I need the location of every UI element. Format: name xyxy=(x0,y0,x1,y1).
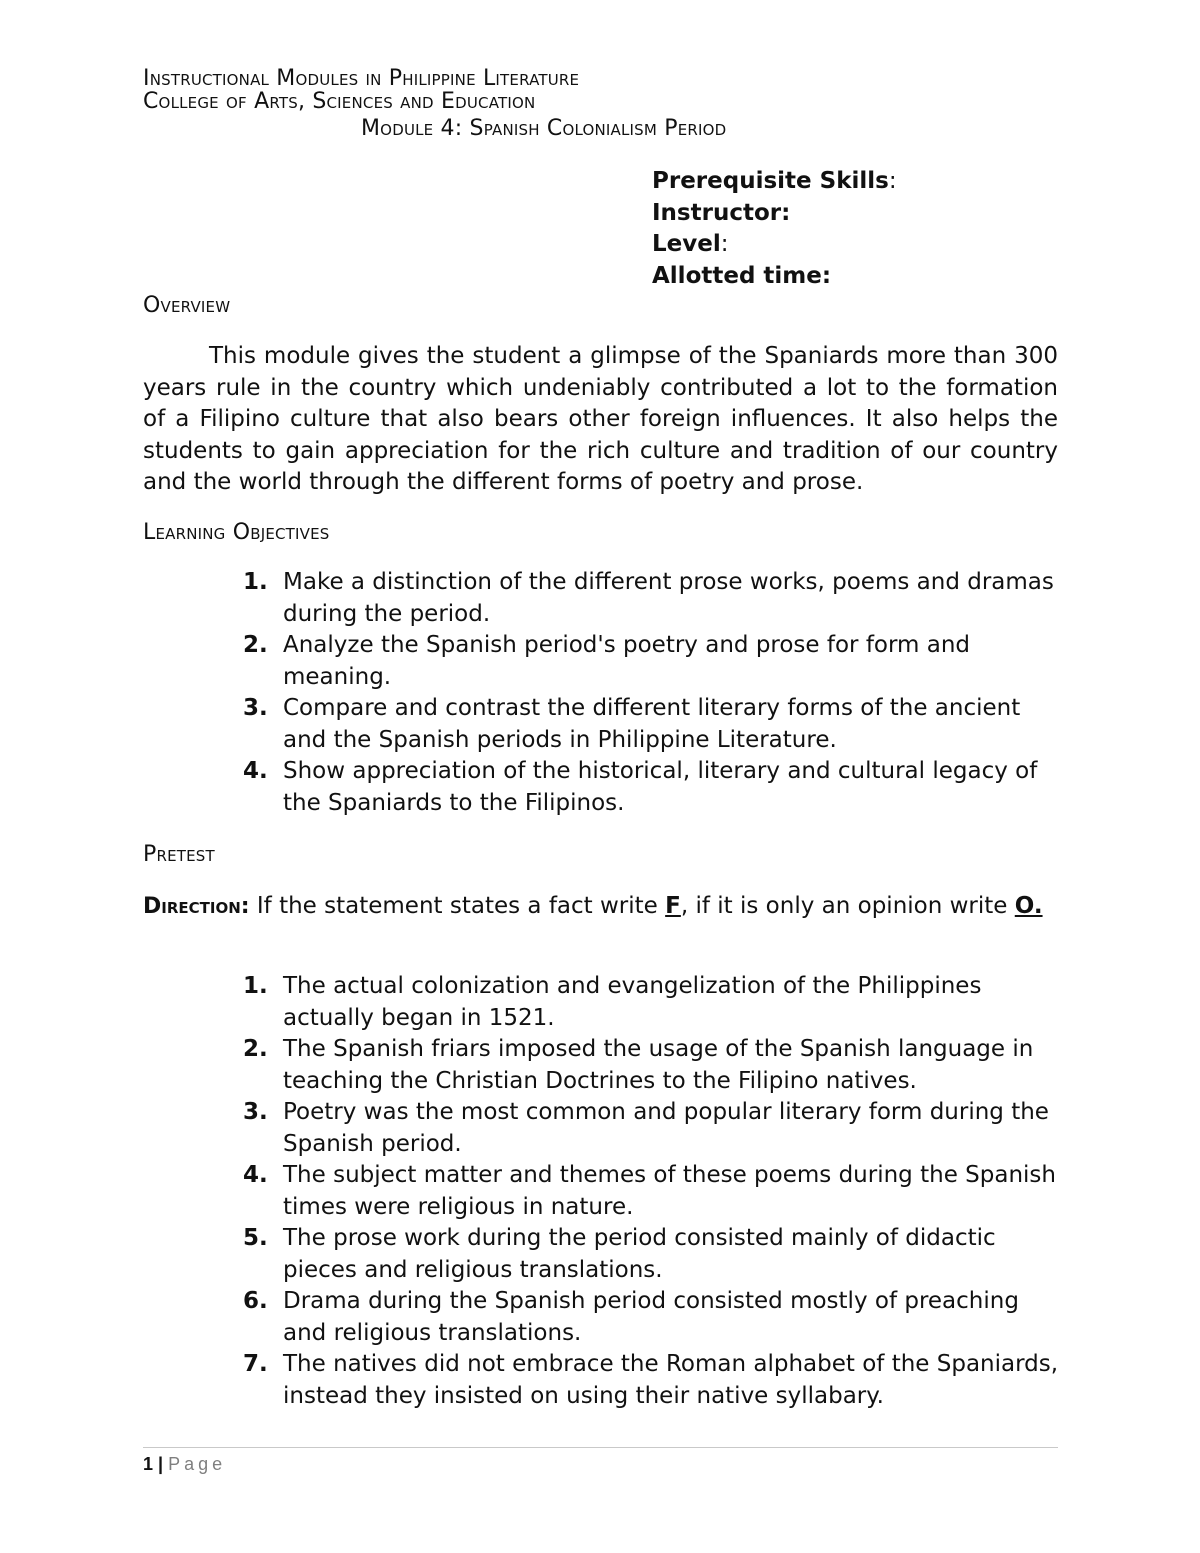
overview-paragraph: This module gives the student a glimpse of the Spaniards more than 300 years rule in the country which undeniably contributed a lot to the formation of a Filipino culture that also bears other foreign influences. It also helps the students to gain appreciation for the rich culture and tradition of our country and the world through the different forms of poetry and prose. xyxy=(143,343,1058,495)
list-number: 4. xyxy=(243,758,268,784)
overview-heading: Overview xyxy=(143,293,231,318)
list-text: The natives did not embrace the Roman alphabet of the Spaniards, instead they insisted on using their native syllabary. xyxy=(283,1351,1059,1409)
level-colon: : xyxy=(720,231,729,257)
direction-text-part2: , if it is only an opinion write xyxy=(680,893,1015,919)
list-item xyxy=(243,567,1059,630)
level-label: Level xyxy=(652,231,721,257)
list-item xyxy=(243,971,1059,1034)
list-text: The prose work during the period consisted mainly of didactic pieces and religious translations. xyxy=(283,1225,996,1283)
list-number: 1. xyxy=(243,569,268,595)
allotted-time-label: Allotted time: xyxy=(652,262,832,289)
prerequisite-skills-colon: : xyxy=(888,168,897,194)
page-separator: | xyxy=(158,1454,164,1474)
list-item xyxy=(243,756,1059,819)
prerequisite-skills-label: Prerequisite Skills xyxy=(652,168,889,194)
allotted-time-row xyxy=(652,261,897,293)
list-number: 1. xyxy=(243,973,268,999)
list-text: Drama during the Spanish period consisted mostly of preaching and religious translations. xyxy=(283,1288,1019,1346)
instructor-row xyxy=(652,198,897,230)
module-info-block xyxy=(652,166,897,292)
page-number: 1 xyxy=(143,1454,154,1474)
footer-divider xyxy=(143,1447,1058,1448)
pretest-direction xyxy=(143,891,1058,923)
list-item xyxy=(243,1097,1059,1160)
list-text: The Spanish friars imposed the usage of the Spanish language in teaching the Christian Doctrines to the Filipino natives. xyxy=(283,1036,1034,1094)
list-number: 2. xyxy=(243,632,268,658)
fact-key: F xyxy=(665,893,681,919)
list-number: 5. xyxy=(243,1225,268,1251)
module-title: Module 4: Spanish Colonialism Period xyxy=(361,116,727,141)
list-text: Make a distinction of the different prose works, poems and dramas during the period. xyxy=(283,569,1054,627)
list-item xyxy=(243,1286,1059,1349)
opinion-key: O. xyxy=(1014,893,1043,919)
page-footer xyxy=(143,1454,226,1475)
module-series-title: Instructional Modules in Philippine Literature xyxy=(143,66,580,91)
learning-objectives-list xyxy=(243,567,1059,819)
page-word: Page xyxy=(168,1454,227,1474)
pretest-heading: Pretest xyxy=(143,842,215,867)
list-item xyxy=(243,693,1059,756)
list-number: 2. xyxy=(243,1036,268,1062)
list-text: Poetry was the most common and popular literary form during the Spanish period. xyxy=(283,1099,1049,1157)
list-number: 7. xyxy=(243,1351,268,1377)
list-text: Analyze the Spanish period's poetry and prose for form and meaning. xyxy=(283,632,971,690)
list-item xyxy=(243,1349,1059,1412)
list-item xyxy=(243,1160,1059,1223)
list-text: The actual colonization and evangelization of the Philippines actually began in 1521. xyxy=(283,973,982,1031)
list-number: 4. xyxy=(243,1162,268,1188)
learning-objectives-heading: Learning Objectives xyxy=(143,520,330,545)
list-number: 3. xyxy=(243,695,268,721)
list-number: 3. xyxy=(243,1099,268,1125)
list-text: The subject matter and themes of these poems during the Spanish times were religious in nature. xyxy=(283,1162,1056,1220)
prerequisite-skills-row xyxy=(652,166,897,198)
instructor-label: Instructor: xyxy=(652,199,791,226)
college-name: College of Arts, Sciences and Education xyxy=(143,89,536,114)
list-text: Compare and contrast the different literary forms of the ancient and the Spanish periods in Philippine Literature. xyxy=(283,695,1021,753)
list-item xyxy=(243,1223,1059,1286)
list-item xyxy=(243,630,1059,693)
level-row xyxy=(652,229,897,261)
direction-label: Direction: xyxy=(143,894,250,919)
direction-text-part1: If the statement states a fact write xyxy=(249,893,666,919)
list-item xyxy=(243,1034,1059,1097)
list-text: Show appreciation of the historical, literary and cultural legacy of the Spaniards to the Filipinos. xyxy=(283,758,1038,816)
pretest-items-list xyxy=(243,971,1059,1412)
list-number: 6. xyxy=(243,1288,268,1314)
